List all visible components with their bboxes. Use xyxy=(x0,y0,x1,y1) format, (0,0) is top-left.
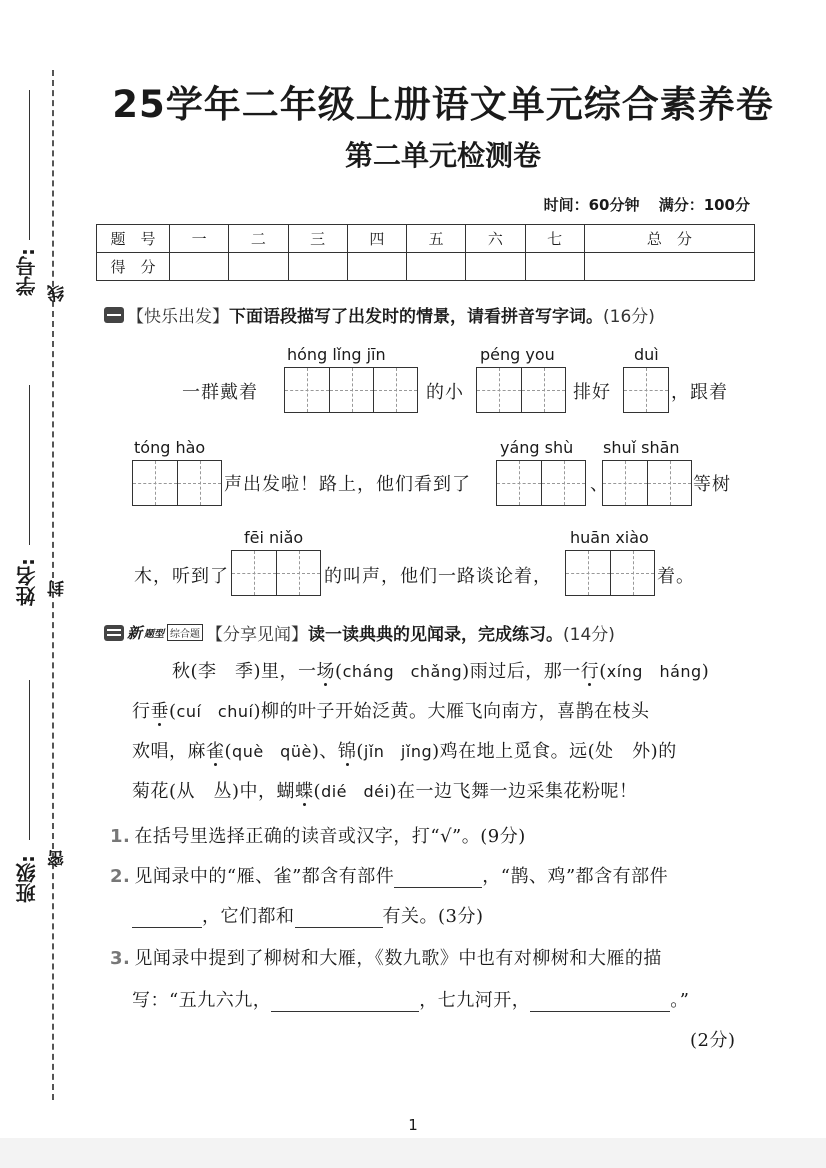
question-3-cont xyxy=(132,986,689,1012)
pinyin-options[interactable]: què qüè xyxy=(232,742,312,761)
score-table-score-row xyxy=(97,253,755,281)
dotted-char: 行 xyxy=(580,661,600,682)
score-cell[interactable] xyxy=(466,253,525,281)
score-cell[interactable] xyxy=(407,253,466,281)
writing-grid[interactable] xyxy=(602,460,692,506)
name-label: 姓名: xyxy=(15,558,39,606)
pinyin-options[interactable]: xíng háng xyxy=(606,662,702,681)
writing-grid[interactable] xyxy=(496,460,586,506)
student-id-blank[interactable] xyxy=(29,90,30,240)
class-label: 班级: xyxy=(15,855,39,903)
exam-meta xyxy=(530,194,750,215)
answer-blank[interactable] xyxy=(394,870,482,888)
section-number-icon xyxy=(104,625,124,641)
comprehensive-badge: 综合题 xyxy=(167,624,203,641)
answer-blank[interactable] xyxy=(530,994,670,1012)
dotted-char: 锦 xyxy=(337,741,357,762)
header-cell: 六 xyxy=(466,225,525,253)
text: 欢唱，麻 xyxy=(132,741,206,762)
question-number: 1. xyxy=(110,826,131,847)
header-cell: 题 号 xyxy=(97,225,170,253)
text: )雨过后，那一 xyxy=(462,661,581,682)
dotted-char: 雀 xyxy=(206,741,225,762)
text: 菊花(从 丛)中，蝴 xyxy=(132,781,296,802)
dotted-char: 垂 xyxy=(150,701,169,722)
text: )鸡在地上觅食。远(处 外)的 xyxy=(432,741,677,762)
question-2-cont xyxy=(132,902,484,928)
score-table-header-row xyxy=(97,225,755,253)
question-text: 见闻录中提到了柳树和大雁，《数九歌》中也有对柳树和大雁的描 xyxy=(134,948,662,969)
question-number: 3. xyxy=(110,948,131,969)
question-text: 写：“五九六九， xyxy=(132,990,272,1011)
binding-mark-line: 线 xyxy=(48,285,68,302)
header-cell: 总 分 xyxy=(584,225,754,253)
section-2-heading xyxy=(104,620,615,645)
question-text: ，“鹊、鸡”都含有部件 xyxy=(482,866,669,887)
binding-mark-secret: 密 xyxy=(48,850,68,867)
header-cell: 二 xyxy=(229,225,288,253)
score-table xyxy=(96,224,755,281)
pinyin-options[interactable]: cháng chǎng xyxy=(342,662,463,681)
student-id-label: 学号: xyxy=(15,248,39,296)
answer-blank[interactable] xyxy=(132,910,202,928)
pinyin-options[interactable]: dié déi xyxy=(321,782,390,801)
section-number-icon xyxy=(104,307,124,323)
passage-text: 的小 xyxy=(426,382,464,403)
type-badge: 题型 xyxy=(144,629,165,640)
score-cell[interactable] xyxy=(347,253,406,281)
pinyin-hint: péng you xyxy=(480,345,555,364)
passage-line xyxy=(132,732,742,772)
reading-passage xyxy=(132,652,742,812)
writing-grid[interactable] xyxy=(284,367,418,413)
passage-line xyxy=(132,652,742,692)
score-cell[interactable] xyxy=(170,253,229,281)
question-3-points: (2分) xyxy=(690,1030,736,1051)
bottom-bar xyxy=(0,1138,826,1168)
question-text: ，七九河开， xyxy=(419,990,531,1011)
header-cell: 五 xyxy=(407,225,466,253)
passage-line xyxy=(132,772,742,812)
writing-grid[interactable] xyxy=(623,367,669,413)
writing-grid[interactable] xyxy=(565,550,655,596)
text: ) xyxy=(701,661,710,682)
section-2-instruction: 读一读典典的见闻录，完成练习。 xyxy=(308,625,564,645)
exam-time: 时间：60分钟 xyxy=(543,196,640,214)
pinyin-hint: hóng lǐng jīn xyxy=(287,345,386,364)
passage-text: 一群戴着 xyxy=(182,382,258,403)
writing-grid[interactable] xyxy=(476,367,566,413)
pinyin-options[interactable]: jǐn jǐng xyxy=(363,742,433,761)
score-row-label: 得 分 xyxy=(97,253,170,281)
text: ( xyxy=(313,781,322,802)
header-cell: 七 xyxy=(525,225,584,253)
new-badge: 新 xyxy=(127,624,143,642)
writing-grid[interactable] xyxy=(132,460,222,506)
page-title: 25学年二年级上册语文单元综合素养卷 xyxy=(112,83,774,126)
text: )柳的叶子开始泛黄。大雁飞向南方，喜鹊在枝头 xyxy=(253,701,650,722)
pinyin-hint: tóng hào xyxy=(134,438,206,457)
writing-grid[interactable] xyxy=(231,550,321,596)
passage-text: 等树 xyxy=(693,474,731,495)
question-text: ，它们都和 xyxy=(202,906,295,927)
header-cell: 一 xyxy=(170,225,229,253)
question-2 xyxy=(110,862,668,888)
passage-text: 木，听到了 xyxy=(134,566,229,587)
answer-blank[interactable] xyxy=(271,994,419,1012)
header-cell: 三 xyxy=(288,225,347,253)
passage-text: 着。 xyxy=(657,566,695,587)
pinyin-hint: huān xiào xyxy=(570,528,649,547)
passage-text: ，跟着 xyxy=(671,382,728,403)
binding-mark-seal: 封 xyxy=(48,580,68,597)
question-number: 2. xyxy=(110,866,131,887)
text: ( xyxy=(356,741,364,762)
text: )、 xyxy=(311,741,338,762)
text: ( xyxy=(599,661,607,682)
dotted-char: 场 xyxy=(316,661,336,682)
section-2-tag: 【分享见闻】 xyxy=(206,625,309,645)
score-cell[interactable] xyxy=(229,253,288,281)
question-3 xyxy=(110,944,662,970)
score-cell[interactable] xyxy=(288,253,347,281)
question-text: 。” xyxy=(670,990,690,1011)
text: ( xyxy=(169,701,177,722)
name-blank[interactable] xyxy=(29,385,30,545)
question-text: 有关。(3分) xyxy=(382,906,484,927)
pinyin-hint: duì xyxy=(634,345,659,364)
page-subtitle: 第二单元检测卷 xyxy=(344,139,541,172)
passage-text: 的叫声，他们一路谈论着， xyxy=(324,566,552,587)
class-blank[interactable] xyxy=(29,680,30,840)
text: 行 xyxy=(132,701,151,722)
page-number: 1 xyxy=(408,1116,418,1134)
pinyin-hint: fēi niǎo xyxy=(244,528,304,547)
pinyin-options[interactable]: cuí chuí xyxy=(176,702,254,721)
text: ( xyxy=(224,741,233,762)
question-text: 在括号里选择正确的读音或汉字，打“√”。(9分) xyxy=(134,826,526,847)
text: 秋(李 季)里，一 xyxy=(172,661,317,682)
question-text: 见闻录中的“雁、雀”都含有部件 xyxy=(134,866,395,887)
score-cell[interactable] xyxy=(525,253,584,281)
section-1-points: (16分) xyxy=(603,307,655,327)
passage-text: 、 xyxy=(590,474,609,495)
text: )在一边飞舞一边采集花粉呢！ xyxy=(389,781,638,802)
passage-text: 声出发啦！路上，他们看到了 xyxy=(224,474,471,495)
answer-blank[interactable] xyxy=(295,910,383,928)
header-cell: 四 xyxy=(347,225,406,253)
exam-full-score: 满分：100分 xyxy=(658,196,750,214)
dotted-char: 蝶 xyxy=(295,781,314,802)
passage-line xyxy=(132,692,742,732)
section-2-points: (14分) xyxy=(563,625,615,645)
section-1-tag: 【快乐出发】 xyxy=(127,307,229,327)
pinyin-hint: yáng shù xyxy=(500,438,574,457)
section-1-heading xyxy=(104,302,655,327)
text: ( xyxy=(335,661,343,682)
pinyin-hint: shuǐ shān xyxy=(603,438,680,457)
section-1-instruction: 下面语段描写了出发时的情景，请看拼音写字词。 xyxy=(229,307,603,327)
question-1 xyxy=(110,822,526,848)
score-cell[interactable] xyxy=(584,253,754,281)
passage-text: 排好 xyxy=(573,382,611,403)
